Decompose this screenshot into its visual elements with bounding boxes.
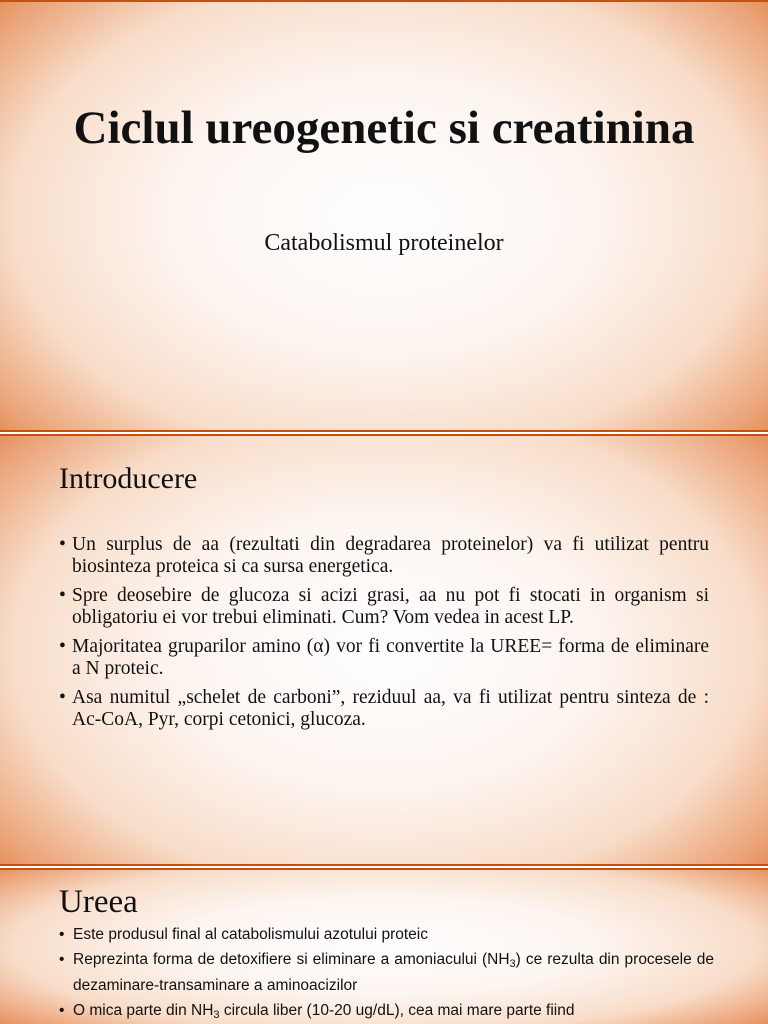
bullet-item [59,1000,714,1024]
slide-subtitle: Catabolismul proteinelor [264,230,504,256]
bullet-text: Reprezinta forma de detoxifiere si eliminare a amoniacului (NH [73,951,510,968]
subscript: 3 [213,1009,220,1021]
bullet-item [59,924,714,945]
slide-border-top [0,434,768,436]
bullet-item: • Spre deosebire de glucoza si acizi grasi, aa nu pot fi stocati in organism si obligatoriu ei vor trebui eliminati. Cum? Vom vedea in acest LP. [59,585,709,629]
bullet-item: • Un surplus de aa (rezultati din degradarea proteinelor) va fi utilizat pentru biosinteza proteica si ca sursa energetica. [59,534,709,578]
bullet-list [59,534,709,738]
slide-border-bottom [0,864,768,866]
bullet-text: O mica parte din NH [73,1002,214,1019]
slide-heading: Introducere [59,462,198,495]
bullet-list [59,924,714,1024]
bullet-item: • Majoritatea gruparilor amino (α) vor fi convertite la UREE= forma de eliminare a N proteic. [59,636,709,680]
slide-title: Ciclul ureogenetic si creatinina [73,102,695,154]
urea-slide [0,868,768,1024]
bullet-item: • Asa numitul „schelet de carboni”, reziduul aa, va fi utilizat pentru sinteza de : Ac-CoA, Pyr, corpi cetonici, glucoza. [59,687,709,731]
slide-border-bottom [0,430,768,432]
bullet-text: Este produsul final al catabolismului azotului proteic [73,926,428,943]
bullet-item [59,949,714,996]
slide-heading: Ureea [59,884,138,920]
title-slide [0,0,768,432]
intro-slide [0,434,768,866]
bullet-text: circula liber (10-20 ug/dL), cea mai mare parte fiind [219,1002,575,1019]
slide-border-top [0,868,768,870]
slide-border-top [0,0,768,2]
bullet-text: ) ce rezulta din procesele de dezaminare-transaminare a aminoacizilor [73,951,715,994]
subscript: 3 [509,958,516,970]
